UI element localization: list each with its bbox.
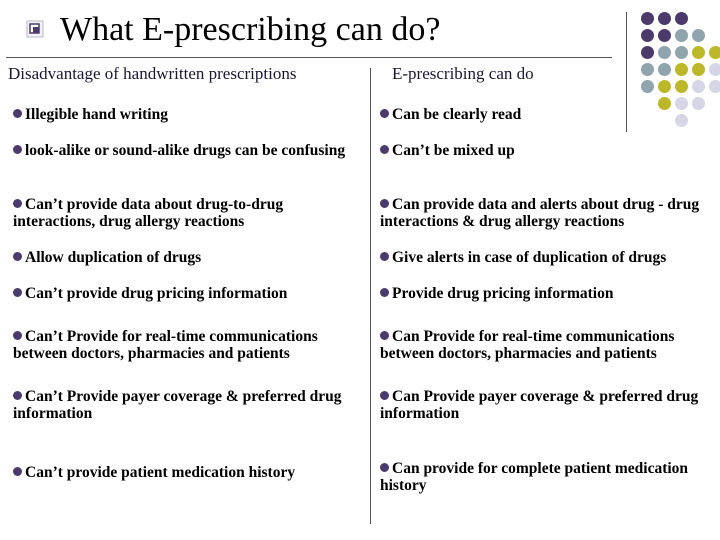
disadvantage-item <box>13 285 365 302</box>
eprescribing-text: Can be clearly read <box>392 106 522 123</box>
eprescribing-item <box>380 106 718 123</box>
disadvantage-item <box>13 388 365 422</box>
title-bullet-icon <box>26 20 44 38</box>
column-divider <box>370 68 371 524</box>
dot <box>692 63 705 76</box>
dot <box>658 46 671 59</box>
dot <box>692 46 705 59</box>
bullet-icon <box>380 331 389 340</box>
dot <box>658 63 671 76</box>
dot <box>709 46 720 59</box>
bullet-icon <box>13 288 22 297</box>
disadvantage-item <box>13 464 365 481</box>
eprescribing-item <box>380 388 718 422</box>
disadvantage-item <box>13 249 365 266</box>
eprescribing-text: Can’t be mixed up <box>392 142 515 159</box>
disadvantage-text: look-alike or sound-alike drugs can be confusing <box>25 142 346 159</box>
bullet-icon <box>13 252 22 261</box>
eprescribing-item <box>380 142 718 159</box>
eprescribing-text: Can Provide payer coverage & preferred drug information <box>380 388 699 422</box>
dot <box>641 12 654 25</box>
eprescribing-item <box>380 285 718 302</box>
disadvantage-text: Can’t provide data about drug-to-drug interactions, drug allergy reactions <box>13 196 284 230</box>
bullet-icon <box>380 391 389 400</box>
bullet-icon <box>13 199 22 208</box>
bullet-icon <box>380 145 389 154</box>
bullet-icon <box>380 463 389 472</box>
dot <box>709 63 720 76</box>
bullet-icon <box>380 109 389 118</box>
dot <box>709 80 720 93</box>
bullet-icon <box>13 109 22 118</box>
disadvantage-item <box>13 196 365 230</box>
dot <box>658 80 671 93</box>
disadvantage-text: Can’t Provide payer coverage & preferred drug information <box>13 388 342 422</box>
dot <box>641 80 654 93</box>
disadvantage-text: Illegible hand writing <box>25 106 168 123</box>
dot <box>675 29 688 42</box>
bullet-icon <box>13 467 22 476</box>
eprescribing-item <box>380 249 718 266</box>
left-column-header: Disadvantage of handwritten prescriptions <box>8 64 297 83</box>
eprescribing-text: Give alerts in case of duplication of drugs <box>392 249 667 266</box>
eprescribing-item <box>380 328 718 362</box>
bullet-icon <box>380 199 389 208</box>
dot <box>658 29 671 42</box>
eprescribing-item <box>380 460 718 494</box>
bullet-icon <box>380 252 389 261</box>
disadvantage-text: Can’t Provide for real-time communications between doctors, pharmacies and patients <box>13 328 318 362</box>
bullet-icon <box>380 288 389 297</box>
disadvantage-item <box>13 142 365 159</box>
dot <box>692 29 705 42</box>
eprescribing-text: Can Provide for real-time communications between doctors, pharmacies and patients <box>380 328 675 362</box>
right-column-header: E-prescribing can do <box>392 64 534 83</box>
disadvantage-text: Allow duplication of drugs <box>25 249 202 266</box>
disadvantage-text: Can’t provide drug pricing information <box>25 285 288 302</box>
bullet-icon <box>13 145 22 154</box>
dot <box>692 80 705 93</box>
dot <box>641 29 654 42</box>
dot <box>641 46 654 59</box>
eprescribing-item <box>380 196 718 230</box>
bullet-icon <box>13 391 22 400</box>
eprescribing-text: Can provide for complete patient medication history <box>380 460 689 494</box>
disadvantage-text: Can’t provide patient medication history <box>25 464 296 481</box>
dot <box>675 46 688 59</box>
disadvantage-item <box>13 106 365 123</box>
slide-title: What E-prescribing can do? <box>60 11 441 48</box>
title-divider <box>6 57 612 58</box>
eprescribing-text: Can provide data and alerts about drug - drug interactions & drug allergy reactions <box>380 196 700 230</box>
dot <box>675 80 688 93</box>
dot <box>675 63 688 76</box>
dot <box>658 12 671 25</box>
dot <box>641 63 654 76</box>
dot <box>675 12 688 25</box>
disadvantage-item <box>13 328 365 362</box>
bullet-icon <box>13 331 22 340</box>
eprescribing-text: Provide drug pricing information <box>392 285 614 302</box>
